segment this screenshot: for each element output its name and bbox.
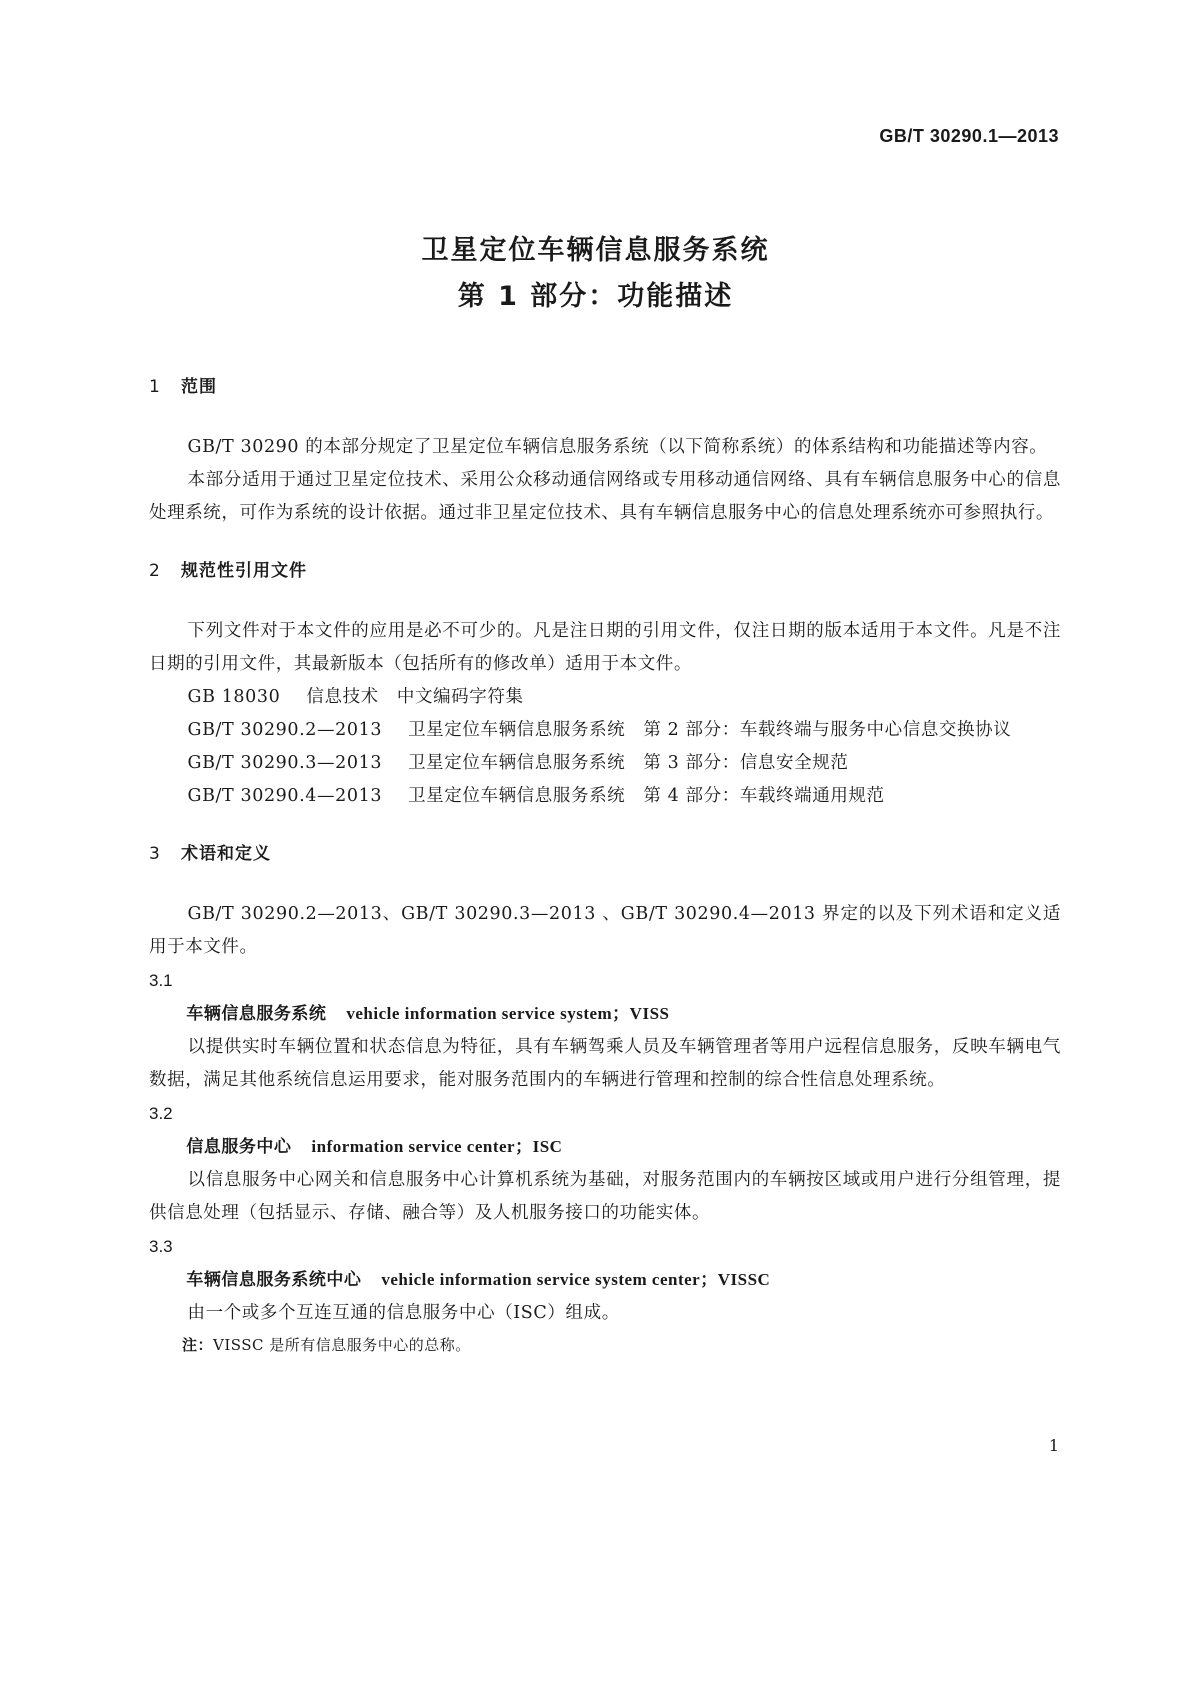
title-line-1: 卫星定位车辆信息服务系统 (421, 235, 770, 266)
term-definition: 以提供实时车辆位置和状态信息为特征，具有车辆驾乘人员及车辆管理者等用户远程信息服务，反映车辆电气数据，满足其他系统信息运用要求，能对服务范围内的车辆进行管理和控制的综合性信息处理系统。 (149, 1037, 1061, 1090)
section-heading-scope (149, 372, 1061, 397)
document-body (149, 372, 1061, 1360)
term-zh: 信息服务中心 (186, 1137, 292, 1157)
reference-title: 卫星定位车辆信息服务系统 第 3 部分：信息安全规范 (408, 753, 849, 773)
standard-code: GB/T 30290.1—2013 (879, 126, 1059, 146)
term-zh: 车辆信息服务系统 (186, 1004, 327, 1024)
section-heading-normative-references (149, 556, 1061, 581)
term-heading (149, 1130, 1061, 1164)
note (149, 1330, 1061, 1360)
reference-item (149, 681, 1061, 714)
term-number: 3.2 (149, 1104, 173, 1123)
document-title (0, 228, 1191, 320)
section-number: 1 (149, 377, 161, 397)
reference-title: 卫星定位车辆信息服务系统 第 4 部分：车载终端通用规范 (408, 786, 885, 806)
note-text: VISSC 是所有信息服务中心的总称。 (213, 1336, 471, 1354)
paragraph: 下列文件对于本文件的应用是必不可少的。凡是注日期的引用文件，仅注日期的版本适用于本文件。凡是不注日期的引用文件，其最新版本（包括所有的修改单）适用于本文件。 (149, 621, 1061, 674)
term-zh: 车辆信息服务系统中心 (186, 1270, 362, 1290)
term-definition: 由一个或多个互连互通的信息服务中心（ISC）组成。 (187, 1303, 620, 1323)
term-heading (149, 997, 1061, 1031)
paragraph: 本部分适用于通过卫星定位技术、采用公众移动通信网络或专用移动通信网络、具有车辆信息服务中心的信息处理系统，可作为系统的设计依据。通过非卫星定位技术、具有车辆信息服务中心的信息处理系统亦可参照执行。 (149, 470, 1061, 523)
page-number: 1 (1048, 1436, 1059, 1455)
section-heading-terms-definitions (149, 839, 1061, 864)
reference-item (149, 780, 1061, 813)
reference-code: GB/T 30290.4—2013 (187, 786, 383, 806)
term-number: 3.3 (149, 1237, 173, 1256)
note-label: 注： (182, 1336, 214, 1354)
section-number: 3 (149, 844, 161, 864)
term-en: vehicle information service system；VISS (346, 1004, 670, 1023)
section-title: 范围 (181, 377, 217, 397)
reference-code: GB/T 30290.3—2013 (187, 753, 383, 773)
paragraph: GB/T 30290.2—2013、GB/T 30290.3—2013 、GB/T 30290.4—2013 界定的以及下列术语和定义适用于本文件。 (149, 904, 1061, 957)
section-title: 术语和定义 (181, 844, 271, 864)
reference-item (149, 747, 1061, 780)
term-en: information service center；ISC (311, 1137, 563, 1156)
reference-item (149, 714, 1061, 747)
reference-code: GB 18030 (187, 687, 281, 707)
term-definition: 以信息服务中心网关和信息服务中心计算机系统为基础，对服务范围内的车辆按区域或用户进行分组管理，提供信息处理（包括显示、存储、融合等）及人机服务接口的功能实体。 (149, 1170, 1061, 1223)
title-line-2: 第 1 部分：功能描述 (457, 281, 734, 312)
term-number: 3.1 (149, 971, 173, 990)
reference-title: 信息技术 中文编码字符集 (306, 687, 524, 707)
term-heading (149, 1263, 1061, 1297)
term-en: vehicle information service system center；VISSC (381, 1270, 771, 1289)
reference-title: 卫星定位车辆信息服务系统 第 2 部分：车载终端与服务中心信息交换协议 (408, 720, 1012, 740)
reference-code: GB/T 30290.2—2013 (187, 720, 383, 740)
paragraph: GB/T 30290 的本部分规定了卫星定位车辆信息服务系统（以下简称系统）的体系结构和功能描述等内容。 (187, 437, 1048, 457)
section-number: 2 (149, 561, 161, 581)
section-title: 规范性引用文件 (181, 561, 307, 581)
